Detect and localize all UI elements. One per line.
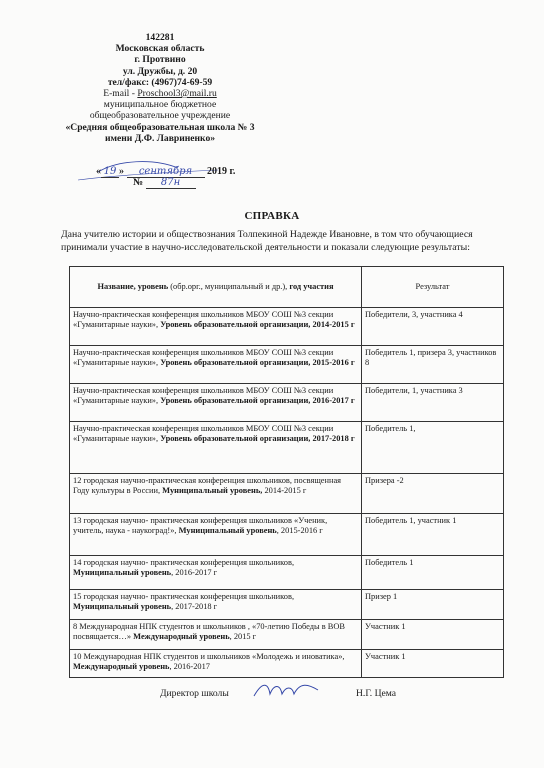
org-name-2: имени Д.Ф. Лавриненко»	[104, 132, 216, 144]
intro-paragraph: Дана учителю истории и обществознания Толпекиной Надежде Ивановне, в том что обучающиеся принимали участие в научно-исследовательской деятельности и показали следующие результаты:	[61, 229, 473, 253]
event-cell: Научно-практическая конференция школьников МБОУ СОШ №3 секции «Гуманитарные науки», Уровень образовательной организации, 2015-2016 г	[70, 346, 362, 384]
table-header-row	[70, 267, 504, 308]
header-title-cell: Название, уровень (обр.орг., муниципальный и др.), год участия	[70, 267, 362, 308]
event-cell: Научно-практическая конференция школьников МБОУ СОШ №3 секции «Гуманитарные науки», Уровень образовательной организации, 2014-2015 г	[70, 308, 362, 346]
director-name: Н.Г. Цема	[356, 688, 397, 699]
result-cell: Призер 1	[362, 590, 504, 620]
director-position: Директор школы	[160, 688, 229, 699]
date-close-quote: »	[119, 166, 124, 177]
region: Московская область	[115, 43, 205, 55]
signature-mark	[248, 676, 328, 704]
city: г. Протвино	[134, 54, 186, 66]
phone: тел/факс: (4967)74-69-59	[107, 76, 213, 88]
event-cell: 8 Международная НПК студентов и школьников , «70-летию Победы в ВОВ посвящается…» Международный уровень, 2015 г	[70, 620, 362, 650]
results-table	[69, 266, 504, 678]
event-cell: 10 Международная НПК студентов и школьников «Молодежь и иноватика», Международный уровень, 2016-2017	[70, 650, 362, 678]
org-name-1: «Средняя общеобразовательная школа № 3	[65, 121, 255, 133]
event-cell: 13 городская научно- практическая конференция школьников «Ученик, учитель, наука - наукоград!», Муниципальный уровень, 2015-2016 г	[70, 514, 362, 556]
result-cell: Участник 1	[362, 620, 504, 650]
org-type-1: муниципальное бюджетное	[103, 99, 217, 111]
date-year: 2019 г.	[207, 166, 236, 177]
number-label: №	[133, 177, 144, 188]
date-open-quote: «	[96, 166, 101, 177]
date-month: сентября	[138, 166, 193, 177]
table-row	[70, 422, 504, 474]
email-label: E-mail -	[103, 88, 138, 100]
date-day: 19	[103, 166, 117, 177]
street: ул. Дружбы, д. 20	[122, 65, 198, 77]
result-cell: Победитель 1	[362, 556, 504, 590]
header-result-cell: Результат	[362, 267, 504, 308]
postcode: 142281	[145, 32, 175, 43]
table-row	[70, 556, 504, 590]
table-row	[70, 308, 504, 346]
table-row	[70, 590, 504, 620]
letterhead	[60, 32, 260, 144]
issue-number	[133, 177, 196, 189]
result-cell: Победитель 1, призера 3, участников 8	[362, 346, 504, 384]
document-title: СПРАВКА	[244, 210, 300, 222]
result-cell: Победители, 1, участника 3	[362, 384, 504, 422]
result-cell: Призера -2	[362, 474, 504, 514]
number-value: 87н	[160, 177, 181, 188]
result-cell: Победитель 1,	[362, 422, 504, 474]
event-cell: Научно-практическая конференция школьников МБОУ СОШ №3 секции «Гуманитарные науки», Уровень образовательной организации, 2017-2018 г	[70, 422, 362, 474]
email-link[interactable]: Proschool3@mail.ru	[137, 88, 217, 100]
event-cell: 12 городская научно-практическая конференция школьников, посвященная Году культуры в России, Муниципальный уровень, 2014-2015 г	[70, 474, 362, 514]
table-row	[70, 474, 504, 514]
email-line	[60, 88, 260, 99]
result-cell: Победители, 3, участника 4	[362, 308, 504, 346]
event-cell: Научно-практическая конференция школьников МБОУ СОШ №3 секции «Гуманитарные науки», Уровень образовательной организации, 2016-2017 г	[70, 384, 362, 422]
event-cell: 14 городская научно- практическая конференция школьников, Муниципальный уровень, 2016-2017 г	[70, 556, 362, 590]
table-row	[70, 514, 504, 556]
table-row	[70, 650, 504, 678]
table-row	[70, 384, 504, 422]
org-type-2: общеобразовательное учреждение	[89, 110, 231, 122]
result-cell: Участник 1	[362, 650, 504, 678]
event-cell: 15 городская научно- практическая конференция школьников, Муниципальный уровень, 2017-2018 г	[70, 590, 362, 620]
table-row	[70, 346, 504, 384]
table-row	[70, 620, 504, 650]
table-body	[70, 308, 504, 678]
result-cell: Победитель 1, участник 1	[362, 514, 504, 556]
